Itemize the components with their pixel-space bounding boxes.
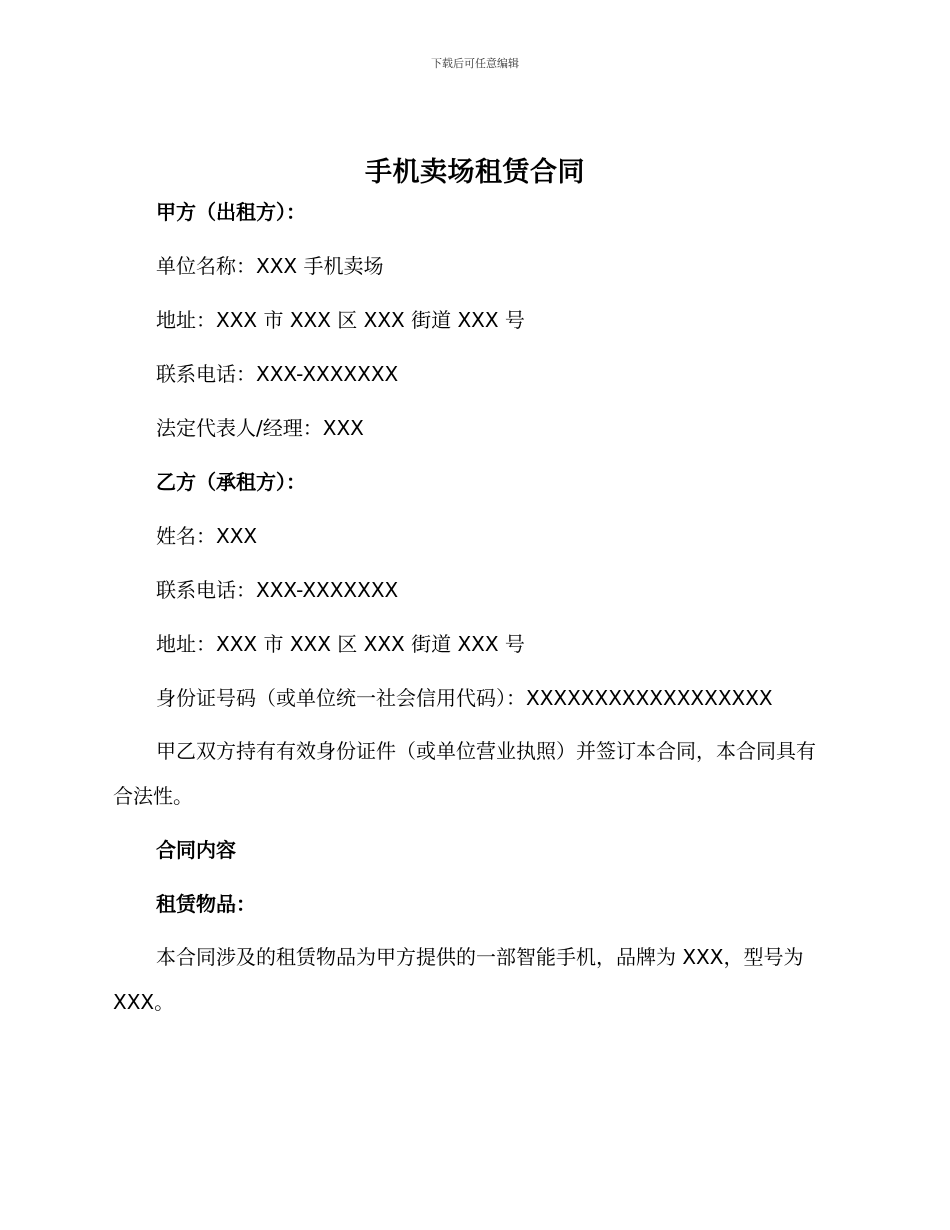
header-note: 下载后可任意编辑 [431,57,519,70]
party-a-legal-rep: 法定代表人/经理：XXX [156,416,364,440]
party-b-address: 地址：XXX 市 XXX 区 XXX 街道 XXX 号 [156,632,525,656]
party-b-id-number: 身份证号码（或单位统一社会信用代码）：XXXXXXXXXXXXXXXXXX [156,686,773,710]
party-b-phone: 联系电话：XXX-XXXXXXX [156,578,399,602]
document-body [113,197,833,1025]
validity-statement: 甲乙双方持有有效身份证件（或单位营业执照）并签订本合同，本合同具有合法性。 [113,739,816,808]
rental-item-heading: 租赁物品： [156,892,256,916]
party-a-phone: 联系电话：XXX-XXXXXXX [156,362,399,386]
contract-content-heading: 合同内容 [156,838,236,862]
party-a-heading: 甲方（出租方）： [156,200,306,224]
document-title: 手机卖场租赁合同 [365,157,585,188]
party-b-heading: 乙方（承租方）： [156,470,306,494]
party-b-name: 姓名：XXX [156,524,258,548]
party-a-address: 地址：XXX 市 XXX 区 XXX 街道 XXX 号 [156,308,525,332]
rental-item-text: 本合同涉及的租赁物品为甲方提供的一部智能手机，品牌为 XXX，型号为 XXX。 [113,945,804,1014]
party-a-unit-name: 单位名称：XXX 手机卖场 [156,254,384,278]
